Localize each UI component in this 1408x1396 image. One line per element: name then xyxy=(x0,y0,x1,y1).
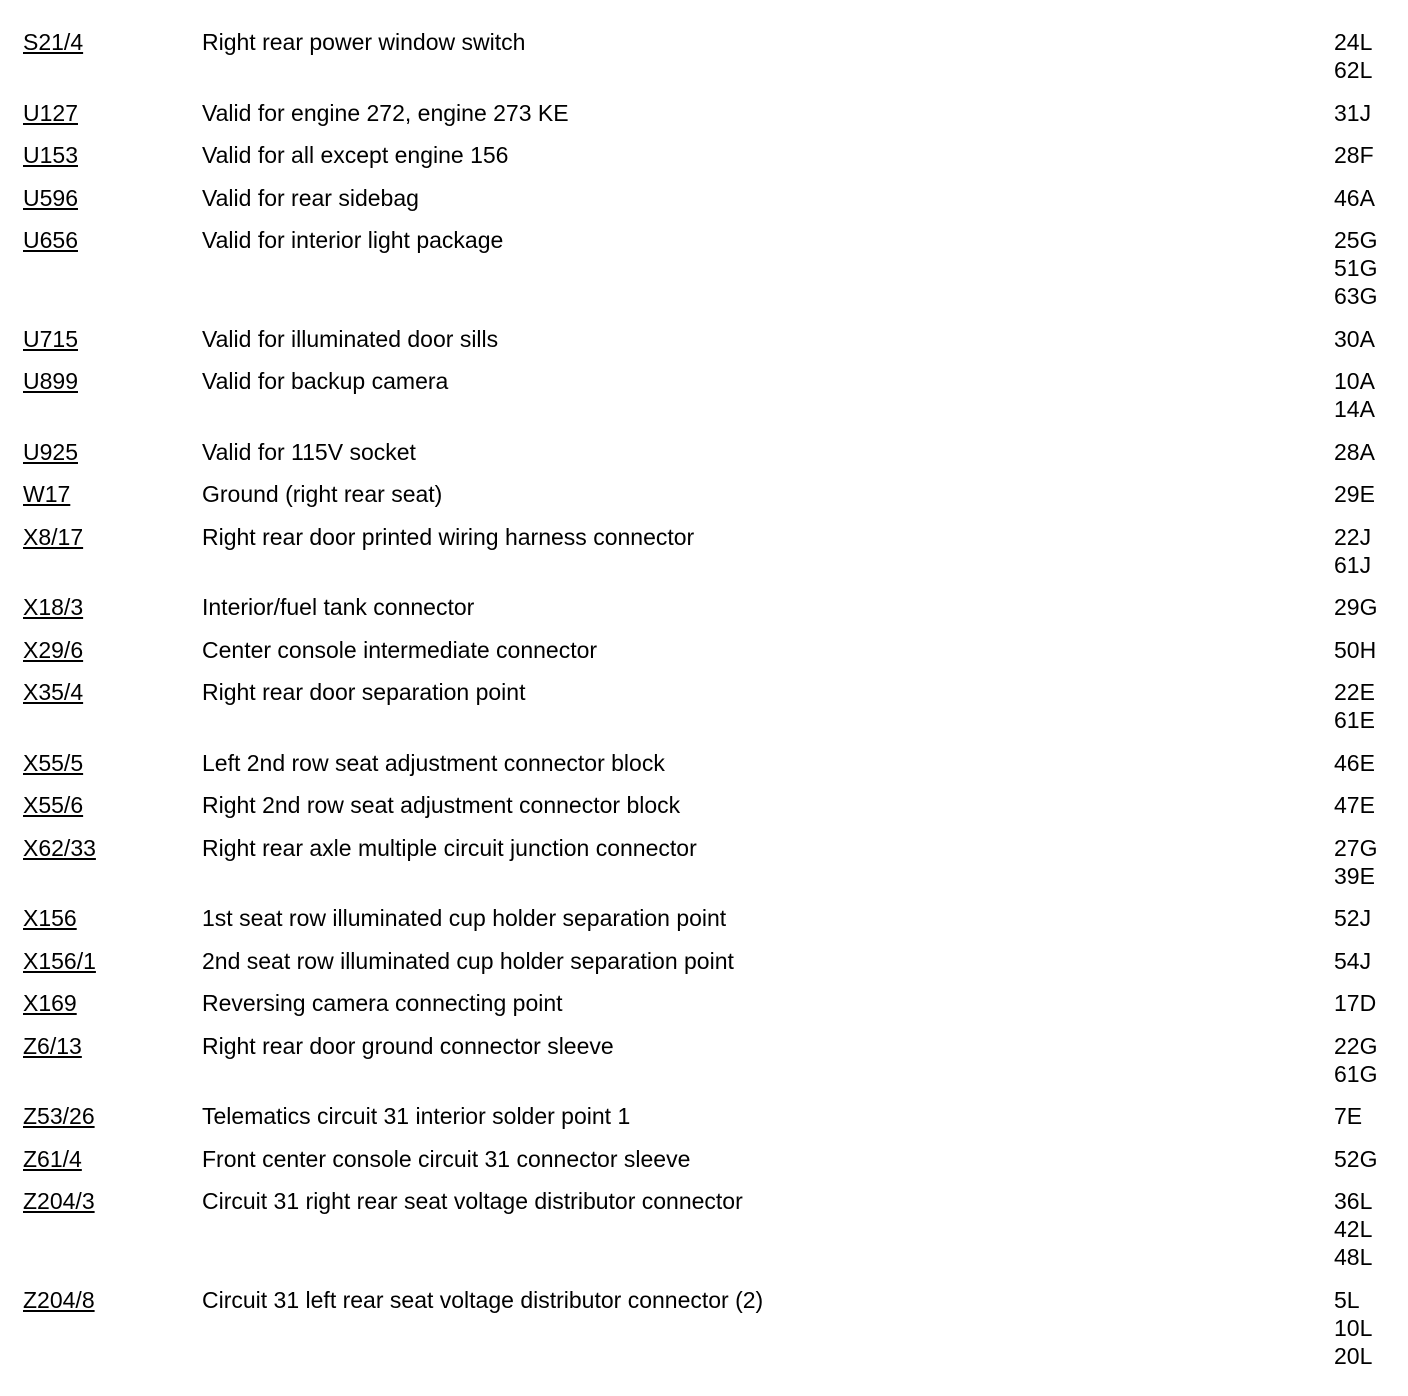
grid-reference-list xyxy=(1334,834,1408,890)
component-description: 2nd seat row illuminated cup holder separation point xyxy=(202,947,734,974)
grid-reference-list xyxy=(1334,791,1408,819)
grid-reference-list xyxy=(1334,480,1408,508)
table-row xyxy=(0,904,1408,932)
grid-reference: 61E xyxy=(1334,707,1375,733)
component-description: Right rear door printed wiring harness connector xyxy=(202,523,695,550)
grid-reference-list xyxy=(1334,749,1408,777)
grid-reference-list xyxy=(1334,593,1408,621)
grid-reference: 61G xyxy=(1334,1060,1378,1087)
component-description: Ground (right rear seat) xyxy=(202,481,443,507)
component-code-link[interactable]: U153 xyxy=(23,142,78,168)
table-row xyxy=(0,947,1408,975)
grid-reference-list xyxy=(1334,1187,1408,1271)
grid-reference: 27G xyxy=(1334,834,1378,861)
table-row xyxy=(0,325,1408,353)
component-code-link[interactable]: X8/17 xyxy=(23,523,84,550)
component-description: Front center console circuit 31 connector sleeve xyxy=(202,1145,691,1172)
table-row xyxy=(0,1102,1408,1130)
component-description: Valid for illuminated door sills xyxy=(202,325,499,352)
grid-reference-list xyxy=(1334,28,1408,84)
component-description: Left 2nd row seat adjustment connector block xyxy=(202,749,665,776)
component-code-link[interactable]: X55/6 xyxy=(23,792,84,818)
table-row xyxy=(0,636,1408,664)
component-description: Valid for all except engine 156 xyxy=(202,142,509,168)
table-row xyxy=(0,1187,1408,1271)
grid-reference-list xyxy=(1334,325,1408,353)
table-row xyxy=(0,1032,1408,1088)
grid-reference-list xyxy=(1334,636,1408,664)
grid-reference-list xyxy=(1334,989,1408,1017)
component-code-link[interactable]: Z53/26 xyxy=(23,1103,95,1129)
component-code-link[interactable]: X18/3 xyxy=(23,594,84,620)
grid-reference: 24L xyxy=(1334,29,1373,55)
grid-reference-list xyxy=(1334,1286,1408,1370)
grid-reference: 63G xyxy=(1334,283,1378,309)
component-description: Circuit 31 left rear seat voltage distributor connector (2) xyxy=(202,1286,764,1313)
component-description: Valid for backup camera xyxy=(202,368,449,394)
grid-reference: 52G xyxy=(1334,1145,1378,1172)
component-description: Circuit 31 right rear seat voltage distributor connector xyxy=(202,1188,743,1214)
grid-reference: 5L xyxy=(1334,1286,1360,1313)
table-row xyxy=(0,678,1408,734)
component-code-link[interactable]: X62/33 xyxy=(23,834,96,861)
grid-reference: 47E xyxy=(1334,792,1375,818)
table-row xyxy=(0,480,1408,508)
component-code-link[interactable]: U899 xyxy=(23,368,78,394)
component-description: Right rear door ground connector sleeve xyxy=(202,1032,614,1059)
grid-reference-list xyxy=(1334,1032,1408,1088)
component-description: Reversing camera connecting point xyxy=(202,990,563,1016)
component-code-link[interactable]: U656 xyxy=(23,227,78,253)
component-code-link[interactable]: Z204/8 xyxy=(23,1286,95,1313)
table-row xyxy=(0,749,1408,777)
component-code-link[interactable]: U925 xyxy=(23,438,78,465)
component-description: Interior/fuel tank connector xyxy=(202,594,475,620)
component-code-link[interactable]: S21/4 xyxy=(23,29,84,55)
grid-reference-list xyxy=(1334,99,1408,127)
table-row xyxy=(0,834,1408,890)
grid-reference-list xyxy=(1334,438,1408,466)
table-row xyxy=(0,1145,1408,1173)
component-code-link[interactable]: Z61/4 xyxy=(23,1145,82,1172)
component-description: Valid for interior light package xyxy=(202,227,504,253)
grid-reference: 42L xyxy=(1334,1216,1373,1242)
grid-reference: 54J xyxy=(1334,947,1372,974)
component-description: Telematics circuit 31 interior solder point 1 xyxy=(202,1103,631,1129)
grid-reference: 30A xyxy=(1334,325,1375,352)
grid-reference: 29G xyxy=(1334,594,1378,620)
component-code-link[interactable]: X156/1 xyxy=(23,947,96,974)
table-row xyxy=(0,791,1408,819)
table-row xyxy=(0,99,1408,127)
component-description: Valid for engine 272, engine 273 KE xyxy=(202,99,569,126)
grid-reference-list xyxy=(1334,678,1408,734)
grid-reference-list xyxy=(1334,141,1408,169)
grid-reference: 22J xyxy=(1334,523,1372,550)
grid-reference-list xyxy=(1334,1145,1408,1173)
table-row xyxy=(0,141,1408,169)
grid-reference: 14A xyxy=(1334,396,1375,422)
grid-reference: 28A xyxy=(1334,438,1375,465)
table-row xyxy=(0,367,1408,423)
grid-reference: 61J xyxy=(1334,551,1372,578)
grid-reference: 20L xyxy=(1334,1342,1373,1369)
component-description: Center console intermediate connector xyxy=(202,636,598,663)
grid-reference-list xyxy=(1334,184,1408,212)
grid-reference-list xyxy=(1334,947,1408,975)
grid-reference: 28F xyxy=(1334,142,1374,168)
grid-reference: 51G xyxy=(1334,255,1378,281)
table-row xyxy=(0,438,1408,466)
grid-reference: 52J xyxy=(1334,905,1372,931)
table-row xyxy=(0,226,1408,310)
component-code-link[interactable]: X35/4 xyxy=(23,679,84,705)
grid-reference: 10A xyxy=(1334,368,1375,394)
component-description: Right rear axle multiple circuit junction connector xyxy=(202,834,697,861)
component-code-link[interactable]: Z204/3 xyxy=(23,1188,95,1214)
grid-reference-list xyxy=(1334,367,1408,423)
grid-reference: 50H xyxy=(1334,636,1377,663)
grid-reference: 22E xyxy=(1334,679,1375,705)
grid-reference: 31J xyxy=(1334,99,1372,126)
component-code-link[interactable]: U127 xyxy=(23,99,78,126)
grid-reference: 22G xyxy=(1334,1032,1378,1059)
component-code-link[interactable]: U596 xyxy=(23,184,78,211)
table-row xyxy=(0,989,1408,1017)
grid-reference: 48L xyxy=(1334,1244,1373,1270)
grid-reference-list xyxy=(1334,904,1408,932)
table-row xyxy=(0,523,1408,579)
component-code-link[interactable]: X169 xyxy=(23,990,77,1016)
component-code-link[interactable]: X55/5 xyxy=(23,749,84,776)
table-row xyxy=(0,28,1408,84)
component-code-link[interactable]: X156 xyxy=(23,905,77,931)
grid-reference: 46A xyxy=(1334,184,1375,211)
component-description: 1st seat row illuminated cup holder separation point xyxy=(202,905,727,931)
component-code-link[interactable]: Z6/13 xyxy=(23,1032,82,1059)
component-description: Valid for rear sidebag xyxy=(202,184,419,211)
component-code-link[interactable]: X29/6 xyxy=(23,636,84,663)
table-row xyxy=(0,184,1408,212)
grid-reference: 7E xyxy=(1334,1103,1363,1129)
table-row xyxy=(0,593,1408,621)
grid-reference: 36L xyxy=(1334,1188,1373,1214)
grid-reference: 10L xyxy=(1334,1314,1373,1341)
table-row xyxy=(0,1286,1408,1370)
grid-reference-list xyxy=(1334,1102,1408,1130)
grid-reference: 17D xyxy=(1334,990,1377,1016)
grid-reference: 25G xyxy=(1334,227,1378,253)
grid-reference: 62L xyxy=(1334,57,1373,83)
grid-reference-list xyxy=(1334,523,1408,579)
grid-reference: 29E xyxy=(1334,481,1375,507)
grid-reference-list xyxy=(1334,226,1408,310)
component-legend-table xyxy=(0,28,1408,1384)
component-description: Right rear power window switch xyxy=(202,29,526,55)
component-code-link[interactable]: U715 xyxy=(23,325,78,352)
grid-reference: 39E xyxy=(1334,862,1375,889)
grid-reference: 46E xyxy=(1334,749,1375,776)
component-description: Right rear door separation point xyxy=(202,679,526,705)
component-code-link[interactable]: W17 xyxy=(23,481,71,507)
component-description: Right 2nd row seat adjustment connector block xyxy=(202,792,681,818)
component-description: Valid for 115V socket xyxy=(202,438,416,465)
